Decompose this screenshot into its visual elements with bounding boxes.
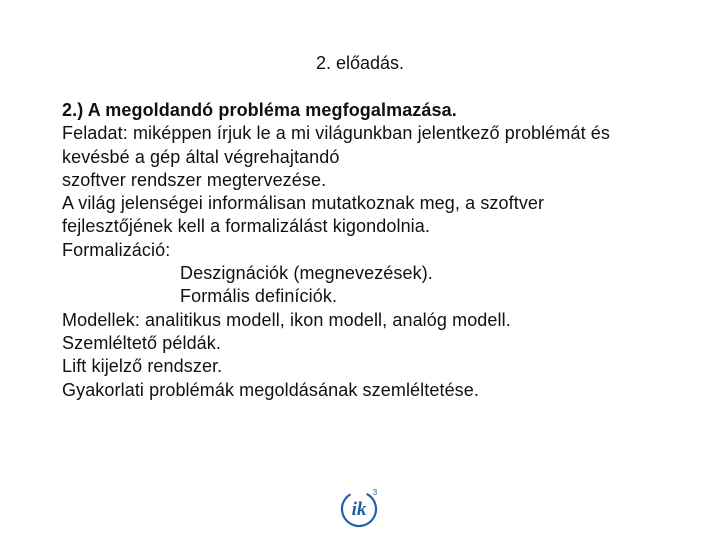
body-line-developer: fejlesztőjének kell a formalizálást kigondolnia.: [62, 216, 430, 237]
slide-body: [62, 99, 702, 402]
body-line-software-design: szoftver rendszer megtervezése.: [62, 169, 327, 190]
body-line-world-phenomena: A világ jelenségei informálisan mutatkoznak meg, a szoftver: [62, 193, 545, 214]
body-line-formalization: Formalizáció:: [62, 239, 171, 260]
body-line-lift: Lift kijelző rendszer.: [62, 356, 223, 377]
logo-superscript: 3: [372, 488, 378, 497]
body-line-practical: Gyakorlati problémák megoldásának szemléltetése.: [62, 379, 479, 400]
body-line-definitions: Formális definíciók.: [180, 286, 338, 307]
body-line-designations: Deszignációk (megnevezések).: [180, 263, 433, 284]
body-line-task-cont: kevésbé a gép által végrehajtandó: [62, 146, 340, 167]
slide-title: 2. előadás.: [315, 53, 405, 73]
body-line-heading: 2.) A megoldandó probléma megfogalmazása.: [62, 100, 457, 120]
ik-logo-icon: [336, 484, 384, 532]
logo-letters: ik: [351, 499, 367, 520]
body-line-task: Feladat: miképpen írjuk le a mi világunkban jelentkező problémát és: [62, 123, 610, 144]
body-line-models: Modellek: analitikus modell, ikon modell, analóg modell.: [62, 309, 511, 330]
body-line-examples: Szemléltető példák.: [62, 332, 221, 353]
logo-graphic: [336, 484, 384, 532]
